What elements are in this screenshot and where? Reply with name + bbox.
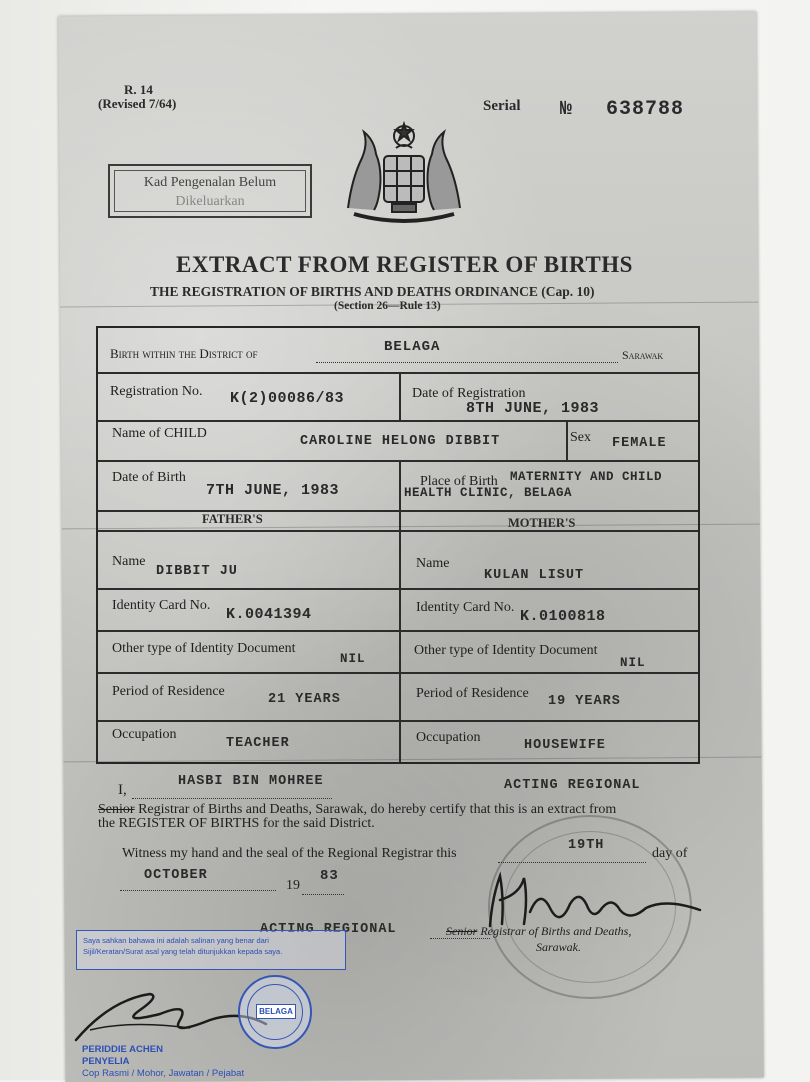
table-divider <box>98 372 698 374</box>
table-divider <box>98 510 698 512</box>
sex-label: Sex <box>570 430 591 445</box>
witness-month: OCTOBER <box>144 868 208 883</box>
stamp-footer: Cop Rasmi / Mohor, Jawatan / Pejabat <box>82 1068 245 1079</box>
day-of-label: day of <box>652 846 688 861</box>
father-other-id-label: Other type of Identity Document <box>112 641 296 656</box>
officer-title: PENYELIA <box>82 1056 130 1067</box>
certification-line-2: the REGISTER OF BIRTHS for the said District. <box>98 816 375 831</box>
stamp-inner-border <box>114 170 306 212</box>
struck-word-senior: Senior <box>98 802 135 817</box>
place-of-birth-label: Place of Birth <box>420 474 498 489</box>
father-other-id-value: NIL <box>340 652 366 666</box>
father-occupation-value: TEACHER <box>226 736 290 751</box>
state-label: Sarawak <box>622 348 664 362</box>
mother-residence-value: 19 YEARS <box>548 694 621 709</box>
witness-text: Witness my hand and the seal of the Regional Registrar this <box>122 846 457 861</box>
section-reference: (Section 26—Rule 13) <box>334 300 441 312</box>
signature-title-line-2: Sarawak. <box>536 940 581 954</box>
year-dotted-line <box>302 888 344 895</box>
table-divider <box>98 720 698 722</box>
certification-i-label: I, <box>118 782 127 798</box>
stamp-line-2: Dikeluarkan <box>175 194 245 209</box>
registrar-name: HASBI BIN MOHREE <box>178 774 324 789</box>
table-divider <box>98 630 698 632</box>
witness-year: 83 <box>320 868 339 884</box>
father-name-label: Name <box>112 554 146 569</box>
father-residence-label: Period of Residence <box>112 684 225 699</box>
date-of-birth-label: Date of Birth <box>112 470 186 485</box>
signature-title-text: Registrar of Births and Deaths, <box>480 924 632 938</box>
mother-occupation-value: HOUSEWIFE <box>524 738 606 753</box>
certification-text-1: Registrar of Births and Deaths, Sarawak, do hereby certify that this is an extract from <box>134 802 617 817</box>
table-divider <box>98 588 698 590</box>
mother-name-label: Name <box>416 556 450 571</box>
registrar-acting-title: ACTING REGIONAL <box>504 778 641 793</box>
table-column-divider <box>566 420 568 460</box>
education-office-seal-icon <box>238 975 312 1049</box>
table-divider <box>98 420 698 422</box>
date-of-registration-label: Date of Registration <box>412 386 526 401</box>
serial-number: 638788 <box>606 98 685 121</box>
mother-heading: MOTHER'S <box>508 516 576 530</box>
table-column-divider <box>399 460 401 762</box>
signature-acting-title: ACTING REGIONAL <box>260 922 397 937</box>
identity-card-stamp-box <box>108 164 312 218</box>
father-name-value: DIBBIT JU <box>156 564 238 579</box>
child-name-value: CAROLINE HELONG DIBBIT <box>300 434 501 449</box>
year-prefix: 19 <box>286 878 300 893</box>
registration-no-label: Registration No. <box>110 384 203 399</box>
verification-line-1: Saya sahkan bahawa ini adalah salinan yang benar dari <box>83 936 269 945</box>
father-ic-value: K.0041394 <box>226 606 312 623</box>
mother-occupation-label: Occupation <box>416 730 481 745</box>
seal-center-label: BELAGA <box>256 1004 296 1019</box>
mother-ic-value: K.0100818 <box>520 608 606 625</box>
table-divider <box>98 530 698 532</box>
verification-stamp <box>76 930 346 970</box>
district-label: Birth within the District of <box>110 346 258 361</box>
stamp-line-1: Kad Pengenalan Belum <box>143 175 277 190</box>
registration-no-value: K(2)00086/83 <box>230 390 345 407</box>
date-of-birth-value: 7TH JUNE, 1983 <box>206 482 340 499</box>
district-value: BELAGA <box>384 339 441 355</box>
date-of-registration-value: 8TH JUNE, 1983 <box>466 400 600 417</box>
form-revised: (Revised 7/64) <box>98 96 177 111</box>
mother-name-value: KULAN LISUT <box>484 568 585 583</box>
form-code: R. 14 <box>124 82 153 97</box>
table-column-divider <box>399 372 401 420</box>
verification-line-2: Sijil/Keratan/Surat asal yang telah ditunjukkan kepada saya. <box>83 947 283 956</box>
father-residence-value: 21 YEARS <box>268 692 341 707</box>
signature-title-line-1 <box>446 924 631 939</box>
registrar-name-dotted-line <box>132 792 332 799</box>
mother-other-id-label: Other type of Identity Document <box>414 643 598 658</box>
serial-label: Serial <box>483 98 521 114</box>
document-title: EXTRACT FROM REGISTER OF BIRTHS <box>176 252 633 277</box>
officer-name: PERIDDIE ACHEN <box>82 1044 163 1055</box>
document-subtitle: THE REGISTRATION OF BIRTHS AND DEATHS ORDINANCE (Cap. 10) <box>150 284 595 299</box>
serial-symbol: № <box>560 98 573 121</box>
coat-of-arms-icon <box>334 118 474 228</box>
month-dotted-line <box>120 884 276 891</box>
mother-other-id-value: NIL <box>620 656 646 670</box>
witness-day: 19TH <box>568 838 605 853</box>
mother-residence-label: Period of Residence <box>416 686 529 701</box>
father-occupation-label: Occupation <box>112 727 177 742</box>
district-dotted-line <box>316 352 618 363</box>
table-divider <box>98 460 698 462</box>
signature-struck-word: Senior <box>446 924 478 938</box>
child-name-label: Name of CHILD <box>112 426 207 441</box>
place-of-birth-line-2: HEALTH CLINIC, BELAGA <box>404 486 573 500</box>
place-of-birth-line-1: MATERNITY AND CHILD <box>510 470 663 484</box>
father-heading: FATHER'S <box>202 512 263 526</box>
table-divider <box>98 672 698 674</box>
mother-ic-label: Identity Card No. <box>416 600 515 615</box>
sex-value: FEMALE <box>612 436 667 451</box>
father-ic-label: Identity Card No. <box>112 598 211 613</box>
